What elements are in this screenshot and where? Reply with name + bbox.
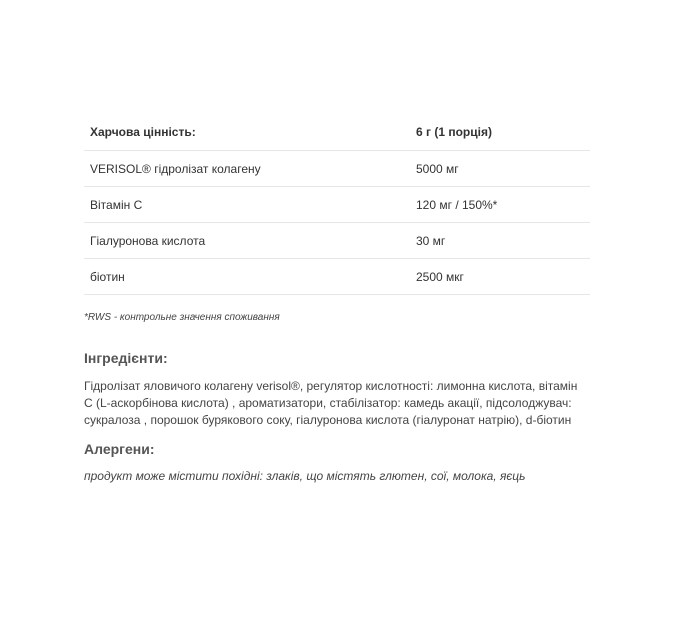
nutrition-table-header — [84, 114, 590, 151]
nutrient-value: 2500 мкг — [416, 259, 590, 295]
table-row — [84, 259, 590, 295]
nutrient-name: Вітамін С — [84, 187, 416, 223]
nutrient-name: біотин — [84, 259, 416, 295]
nutrient-value: 5000 мг — [416, 151, 590, 187]
table-row — [84, 223, 590, 259]
table-row — [84, 151, 590, 187]
ingredients-title: Інгредієнти: — [84, 350, 168, 366]
nutrition-table — [84, 114, 590, 295]
rws-footnote: *RWS - контрольне значення споживання — [84, 312, 280, 323]
allergens-title: Алергени: — [84, 441, 155, 457]
table-row — [84, 187, 590, 223]
nutrition-header-name: Харчова цінність: — [84, 114, 416, 151]
nutrient-value: 30 мг — [416, 223, 590, 259]
ingredients-text: Гідролізат яловичого колагену verisol®, регулятор кислотності: лимонна кислота, вітамін С (L-аскорбінова кислота) , ароматизатори, стабілізатор: камедь акації, підсолоджувач: сукралоза , порошок бурякового соку, гіалуронова кислота (гіалуронат натрію), d-біотин — [84, 379, 578, 427]
nutrient-value: 120 мг / 150%* — [416, 187, 590, 223]
nutrient-name: VERISOL® гідролізат колагену — [84, 151, 416, 187]
nutrition-header-value: 6 г (1 порція) — [416, 114, 590, 151]
allergens-text: продукт може містити похідні: злаків, що містять глютен, сої, молока, яєць — [84, 469, 526, 483]
product-info — [84, 114, 590, 483]
nutrient-name: Гіалуронова кислота — [84, 223, 416, 259]
